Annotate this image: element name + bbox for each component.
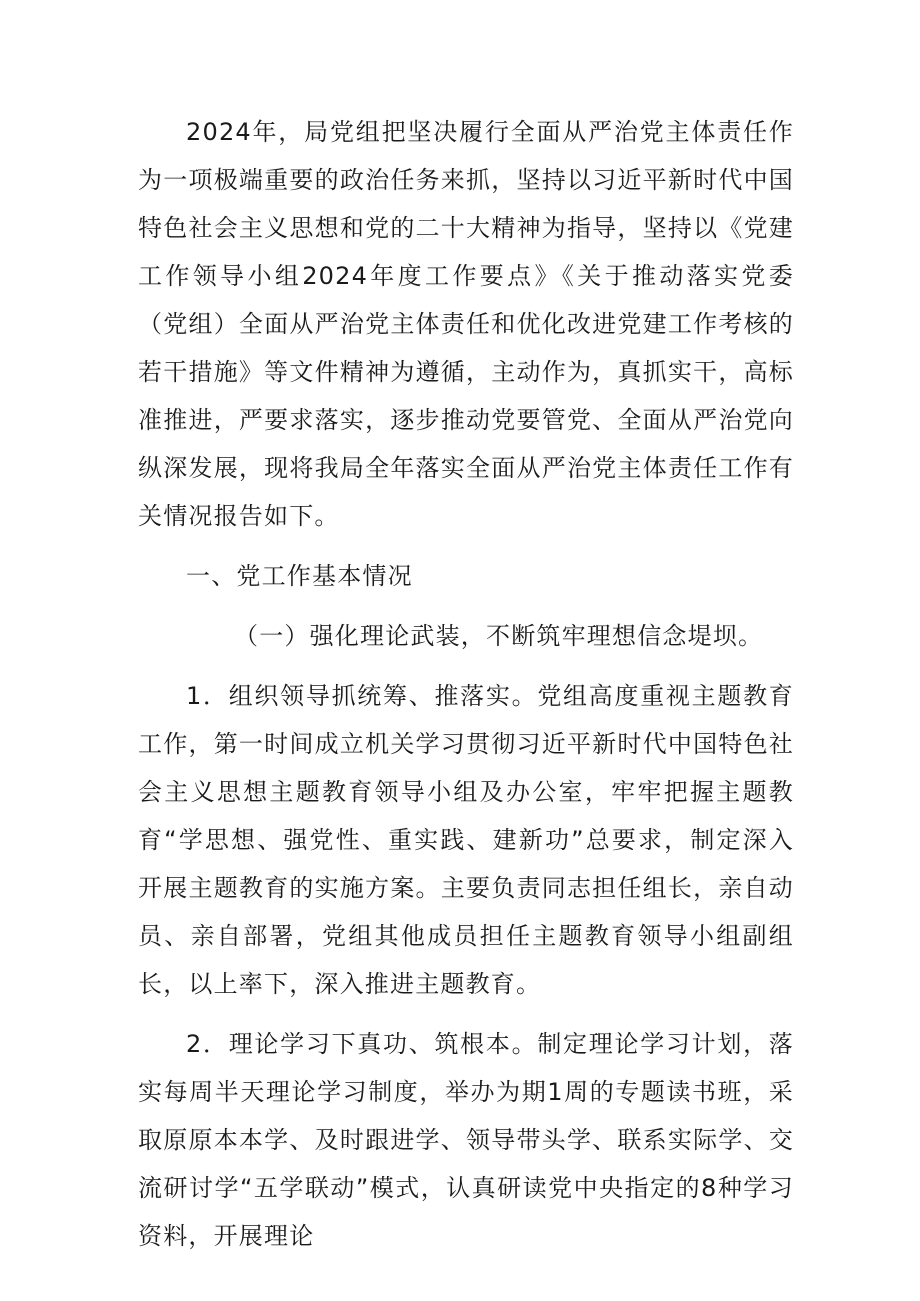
intro-paragraph: 2024年，局党组把坚决履行全面从严治党主体责任作为一项极端重要的政治任务来抓，坚持以习近平新时代中国特色社会主义思想和党的二十大精神为指导，坚持以《党建工作领导小组2024年度工作要点》《关于推动落实党委（党组）全面从严治党主体责任和优化改进党建工作考核的若干措施》等文件精神为遵循，主动作为，真抓实干，高标准推进，严要求落实，逐步推动党要管党、全面从严治党向纵深发展，现将我局全年落实全面从严治党主体责任工作有关情况报告如下。 [138,118,794,530]
section-heading-one: 一、党工作基本情况 [186,562,413,590]
document-body [138,108,794,1260]
item-paragraph-one: 1．组织领导抓统筹、推落实。党组高度重视主题教育工作，第一时间成立机关学习贯彻习近平新时代中国特色社会主义思想主题教育领导小组及办公室，牢牢把握主题教育“学思想、强党性、重实践、建新功”总要求，制定深入开展主题教育的实施方案。主要负责同志担任组长，亲自动员、亲自部署，党组其他成员担任主题教育领导小组副组长，以上率下，深入推进主题教育。 [138,682,794,998]
item-paragraph-two: 2．理论学习下真功、筑根本。制定理论学习计划，落实每周半天理论学习制度，举办为期1周的专题读书班，采取原原本本学、及时跟进学、领导带头学、联系实际学、交流研讨学“五学联动”模式，认真研读党中央指定的8种学习资料，开展理论 [138,1030,794,1250]
subsection-heading-one: （一）强化理论武装，不断筑牢理想信念堤坝。 [234,622,764,650]
